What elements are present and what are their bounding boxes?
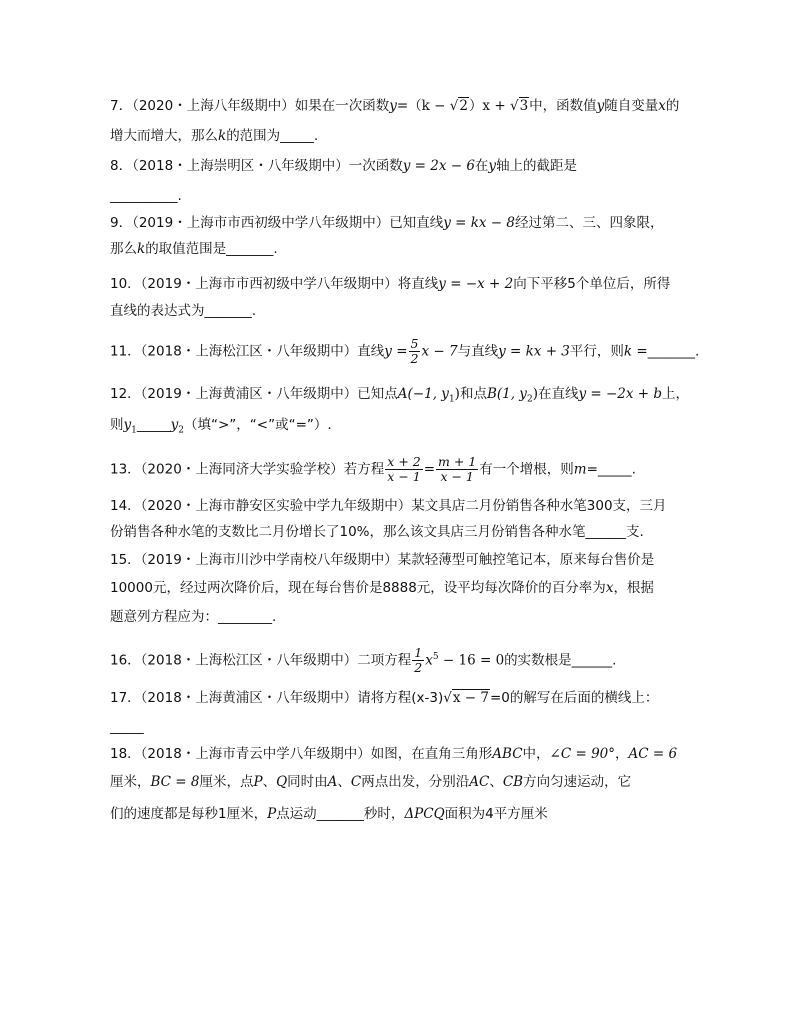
- question-15-line-1: 15．（2019・上海市川沙中学南校八年级期中）某款轻薄型可触控笔记本，原来每台售价是: [110, 552, 655, 568]
- question-18-line-3: 们的速度都是每秒1厘米，P点运动_______秒时，ΔPCQ面积为4平方厘米: [110, 806, 548, 822]
- q16-answer-blank: 的实数根是______.: [504, 652, 617, 669]
- question-17-line-2: [110, 718, 144, 736]
- q7-var-y: y: [389, 98, 397, 114]
- q7-answer-blank: 的范围为_____.: [226, 128, 319, 144]
- question-15-line-2: 10000元，经过两次降价后，现在每台售价是8888元，设平均每次降价的百分率为x，根据: [110, 580, 654, 596]
- question-10-line-2: [110, 302, 256, 320]
- q16-fraction: $\frac{1}{2}$: [414, 645, 423, 675]
- question-14-line-1: 14．（2020・上海市静安区实验中学九年级期中）某文具店二月份销售各种水笔300支，三月: [110, 498, 667, 514]
- question-14-line-2: 份销售各种水笔的支数比二月份增长了10%，那么该文具店三月份销售各种水笔______支.: [110, 524, 644, 540]
- question-12-line-1: 12．（2019・上海黄浦区・八年级期中）已知点A(−1, $y_1$)和点B(1, $y_2$)在直线y = −2x + b上，: [110, 386, 690, 405]
- q8-equation: y = 2x − 6: [402, 158, 475, 174]
- q10-answer-blank: 直线的表达式为_______.: [110, 303, 257, 319]
- q11-answer-blank: _______.: [647, 343, 700, 360]
- question-8-line-2: [110, 187, 182, 205]
- q9-equation: y = kx − 8: [443, 215, 516, 231]
- question-9-line-2: 那么k的取值范围是_______.: [110, 241, 278, 257]
- q13-fraction-right: $\frac{m + 1}{x - 1}$: [438, 454, 477, 484]
- q7-eq-part-2: ）x +: [468, 98, 510, 114]
- question-18-line-1: 18．（2018・上海市青云中学八年级期中）如图，在直角三角形ABC中，∠C = 90°，AC = 6: [110, 746, 678, 762]
- q10-equation: y = −x + 2: [438, 276, 514, 292]
- q11-fraction: $\frac{5}{2}$: [410, 336, 419, 366]
- question-13: 13．（2020・上海同济大学实验学校）若方程 $\frac{x + 2}{x - 1}$ = $\frac{m + 1}{x - 1}$ 有一个增根，则m=_____.: [110, 454, 636, 484]
- question-7-line-1: 7．（2020・上海八年级期中）如果在一次函数y=（k − √2）x + √3中，函数值y随自变量x的: [110, 98, 680, 114]
- q18-answer-blank: 点运动_______秒时，: [276, 806, 405, 822]
- question-18-line-2: 厘米，BC = 8厘米，点P、Q同时由A、C两点出发，分别沿AC、CB方向匀速运动，它: [110, 774, 632, 790]
- q17-sqrt: √x − 7: [443, 690, 489, 706]
- q15-answer-blank: 题意列方程应为：________.: [110, 609, 277, 625]
- question-15-line-3: [110, 608, 276, 626]
- q9-answer-blank: 的取值范围是_______.: [145, 241, 278, 257]
- q13-answer-blank: =_____.: [586, 461, 636, 478]
- q13-fraction-left: $\frac{x + 2}{x - 1}$: [387, 454, 421, 484]
- q12-answer-blank: _____: [136, 417, 171, 433]
- q7-text: 7．（2020・上海八年级期中）如果在一次函数: [110, 98, 390, 114]
- question-8-line-1: 8．（2018・上海崇明区・八年级期中）一次函数y = 2x − 6在y轴上的截距是: [110, 158, 578, 174]
- q7-sqrt-3: √3: [509, 98, 529, 114]
- q7-eq-part: =（k −: [396, 98, 450, 114]
- q17-answer-blank: _____: [110, 719, 144, 735]
- q7-sqrt-2: √2: [449, 98, 468, 114]
- q8-answer-blank: __________.: [110, 188, 182, 204]
- question-12-line-2: 则$y_1\_\_\_\_\_y_2$（填“>”，“<”或“=”）.: [110, 417, 332, 436]
- question-7-line-2: 增大而增大，那么k的范围为_____.: [110, 128, 319, 144]
- question-16: 16．（2018・上海松江区・八年级期中）二项方程 $\frac{1}{2}$ $x^5 - 16 = 0$的实数根是______.: [110, 645, 617, 675]
- question-9-line-1: 9．（2019・上海市市西初级中学八年级期中）已知直线y = kx − 8经过第二、三、四象限，: [110, 215, 664, 231]
- question-11: 11．（2018・上海松江区・八年级期中）直线y = $\frac{5}{2}$ x − 7与直线y = kx + 3平行，则k =_______.: [110, 336, 700, 366]
- question-10-line-1: 10．（2019・上海市市西初级中学八年级期中）将直线y = −x + 2向下平移5个单位后，所得: [110, 276, 671, 292]
- question-17-line-1: 17．（2018・上海黄浦区・八年级期中）请将方程(x-3)√x − 7=0的解写在后面的横线上：: [110, 690, 659, 706]
